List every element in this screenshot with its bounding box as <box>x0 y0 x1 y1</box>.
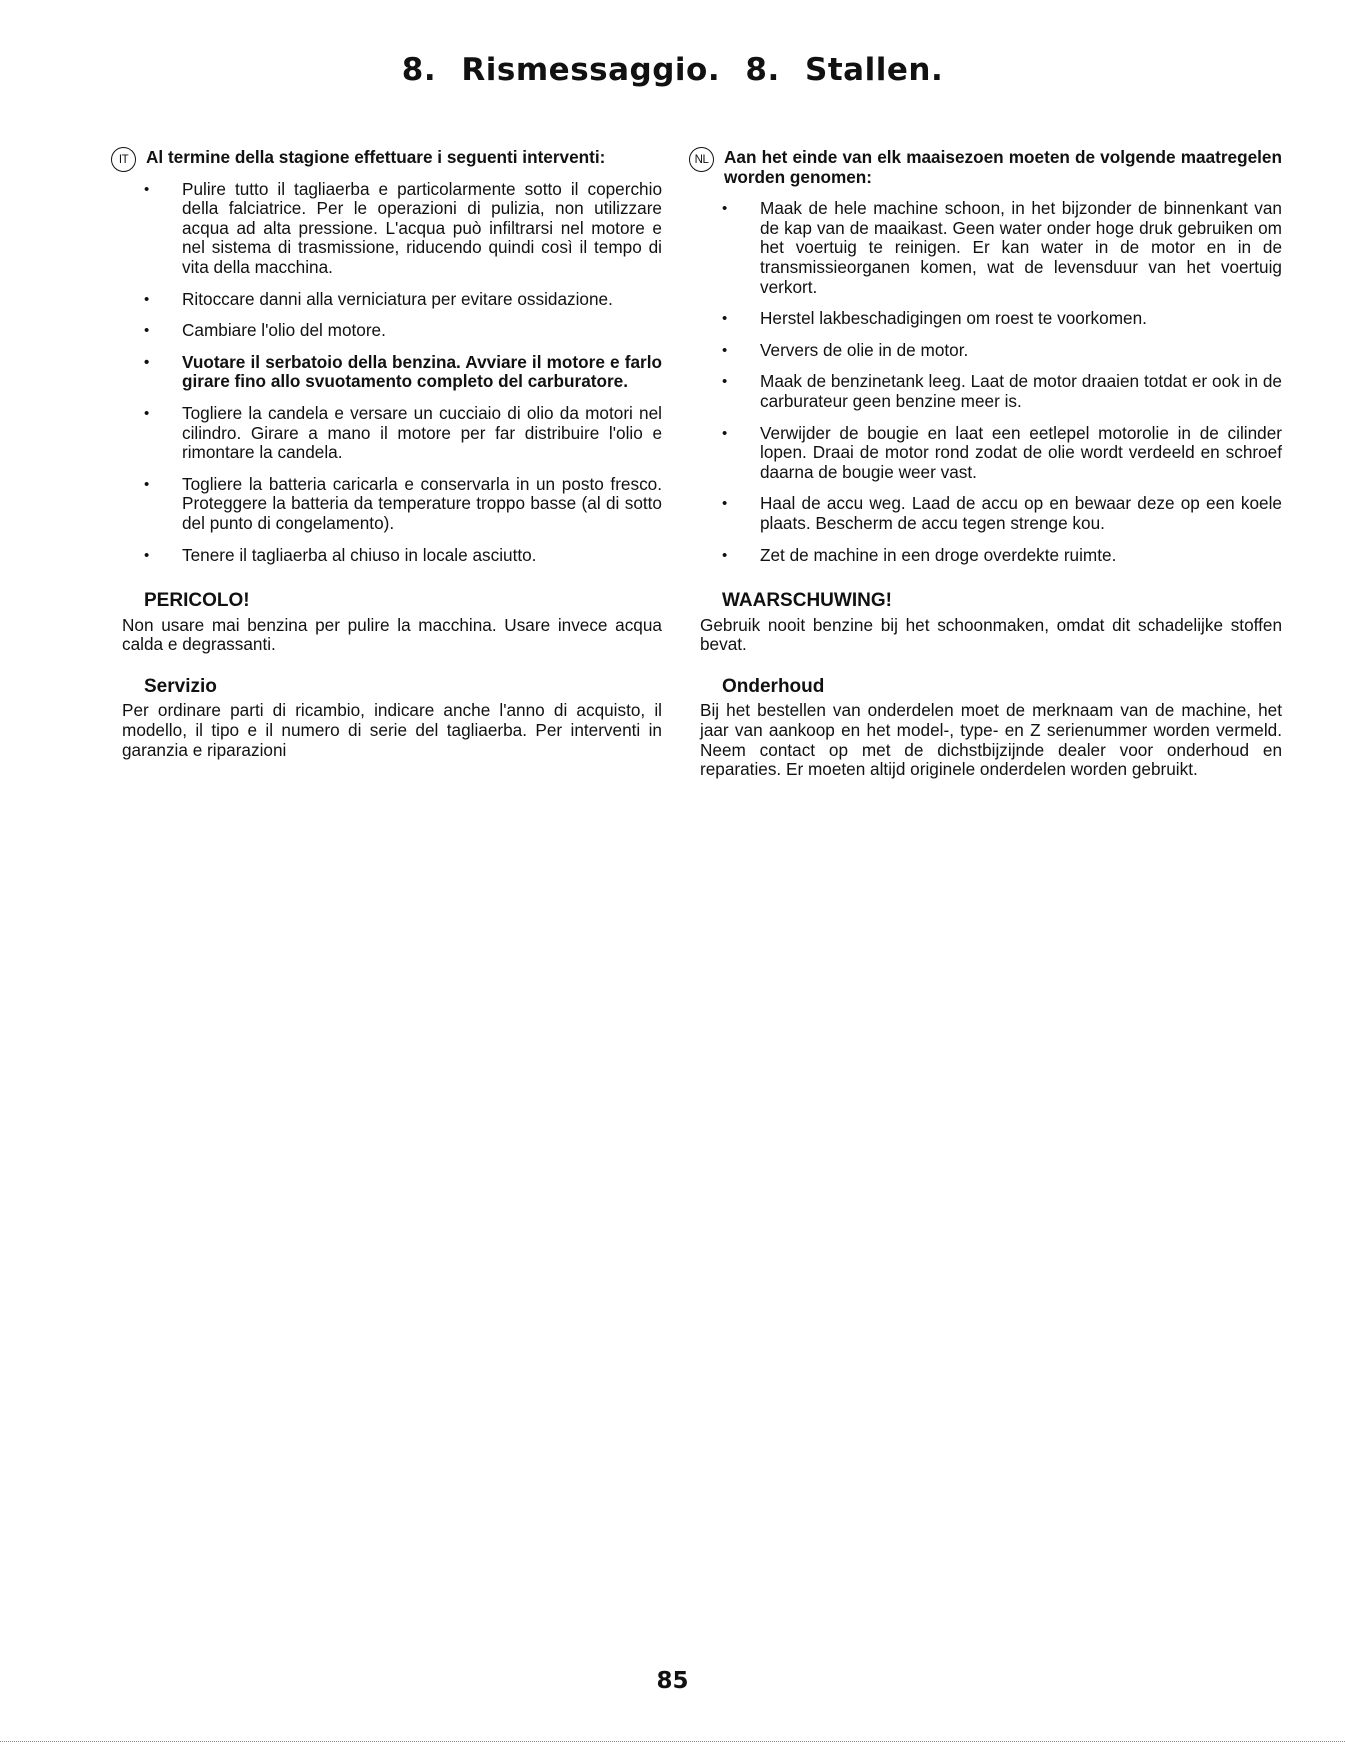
step-text: Maak de hele machine schoon, in het bijzonder de binnenkant van de kap van de maaikast. Geen water onder hoge druk gebruiken om het voertuig te reinigen. Er kan water in de motor en in de transmissieorganen komen, wat de levensduur van het voertuig verkort. <box>760 198 1282 297</box>
bullet-icon: • <box>722 341 728 359</box>
list-item <box>144 544 662 566</box>
list-item <box>722 544 1282 566</box>
bullet-icon: • <box>144 353 150 371</box>
list-item <box>722 339 1282 361</box>
italian-intro-text: Al termine della stagione effettuare i seguenti interventi: <box>146 147 606 167</box>
bullet-icon: • <box>722 424 728 442</box>
list-item <box>144 288 662 310</box>
list-item <box>144 473 662 534</box>
dutch-column <box>694 147 1282 780</box>
bottom-divider <box>0 1741 1345 1742</box>
italian-warning-text: Non usare mai benzina per pulire la macchina. Usare invece acqua calda e degrassanti. <box>122 614 662 655</box>
list-item <box>144 351 662 392</box>
list-item <box>722 371 1282 411</box>
language-badge-nl: NL <box>689 147 714 172</box>
bullet-icon: • <box>144 546 150 564</box>
step-text: Zet de machine in een droge overdekte ruimte. <box>760 544 1117 565</box>
dutch-service-heading: Onderhoud <box>722 675 825 697</box>
bullet-icon: • <box>144 290 150 308</box>
dutch-warning-text: Gebruik nooit benzine bij het schoonmaken, omdat dit schadelijke stoffen bevat. <box>700 614 1282 655</box>
italian-intro <box>118 147 662 168</box>
list-item <box>144 320 662 341</box>
bullet-icon: • <box>722 200 728 218</box>
page-number: 85 <box>656 1668 689 1694</box>
list-item <box>722 493 1282 533</box>
step-text: Togliere la candela e versare un cucciaio di olio da motori nel cilindro. Girare a mano il motore per far distribuire l'olio e rimontare la candela. <box>182 402 662 463</box>
step-text: Ververs de olie in de motor. <box>760 339 969 360</box>
list-item <box>722 198 1282 297</box>
bullet-icon: • <box>722 546 728 564</box>
bullet-icon: • <box>722 495 728 513</box>
bullet-icon: • <box>722 310 728 328</box>
italian-column <box>118 147 662 760</box>
step-text: Vuotare il serbatoio della benzina. Avviare il motore e farlo girare fino allo svuotamento completo del carburatore. <box>182 351 662 392</box>
step-text: Ritoccare danni alla verniciatura per evitare ossidazione. <box>182 288 613 309</box>
dutch-steps-list <box>700 199 1282 565</box>
bullet-icon: • <box>144 404 150 422</box>
step-text: Tenere il tagliaerba al chiuso in locale asciutto. <box>182 544 537 565</box>
italian-warning-heading: PERICOLO! <box>144 590 250 612</box>
step-text: Cambiare l'olio del motore. <box>182 320 386 341</box>
step-text: Pulire tutto il tagliaerba e particolarmente sotto il coperchio della falciatrice. Per le operazioni di pulizia, non utilizzare acqua ad alta pressione. L'acqua può infiltrarsi nel motore e nel sistema di trasmissione, riducendo quindi così il tempo di vita della macchina. <box>182 178 662 277</box>
bullet-icon: • <box>144 475 150 493</box>
step-text: Verwijder de bougie en laat een eetlepel motorolie in de cilinder lopen. Draai de motor rond zodat de olie wordt verdeeld en schroef daarna de bougie weer vast. <box>760 422 1282 482</box>
italian-service-text: Per ordinare parti di ricambio, indicare anche l'anno di acquisto, il modello, il tipo e il numero di serie del tagliaerba. Per interventi in garanzia e riparazioni <box>122 700 662 760</box>
list-item <box>144 402 662 463</box>
list-item <box>144 178 662 278</box>
step-text: Togliere la batteria caricarla e conservarla in un posto fresco. Proteggere la batteria da temperature troppo basse (al di sotto del punto di congelamento). <box>182 473 662 533</box>
dutch-warning-heading: WAARSCHUWING! <box>722 590 892 612</box>
bullet-icon: • <box>144 180 150 198</box>
bullet-icon: • <box>722 373 728 391</box>
step-text: Maak de benzinetank leeg. Laat de motor draaien totdat er ook in de carburateur geen benzine meer is. <box>760 371 1282 411</box>
list-item <box>722 422 1282 483</box>
italian-service-heading: Servizio <box>144 675 217 697</box>
italian-steps-list <box>122 180 662 566</box>
list-item <box>722 308 1282 329</box>
step-text: Herstel lakbeschadigingen om roest te voorkomen. <box>760 308 1147 329</box>
bullet-icon: • <box>144 322 150 340</box>
dutch-service-text: Bij het bestellen van onderdelen moet de merknaam van de machine, het jaar van aankoop en het model-, type- en Z serienummer worden vermeld. Neem contact op met de dichstbijzijnde dealer voor onderhoud en reparaties. Er moeten altijd originele onderdelen worden gebruikt. <box>700 700 1282 780</box>
dutch-intro-text: Aan het einde van elk maaisezoen moeten de volgende maatregelen worden genomen: <box>724 147 1282 187</box>
dutch-intro <box>694 147 1282 187</box>
language-badge-it: IT <box>111 147 136 172</box>
step-text: Haal de accu weg. Laad de accu op en bewaar deze op een koele plaats. Bescherm de accu tegen strenge kou. <box>760 493 1282 533</box>
page-title: 8. Rismessaggio. 8. Stallen. <box>401 52 944 88</box>
